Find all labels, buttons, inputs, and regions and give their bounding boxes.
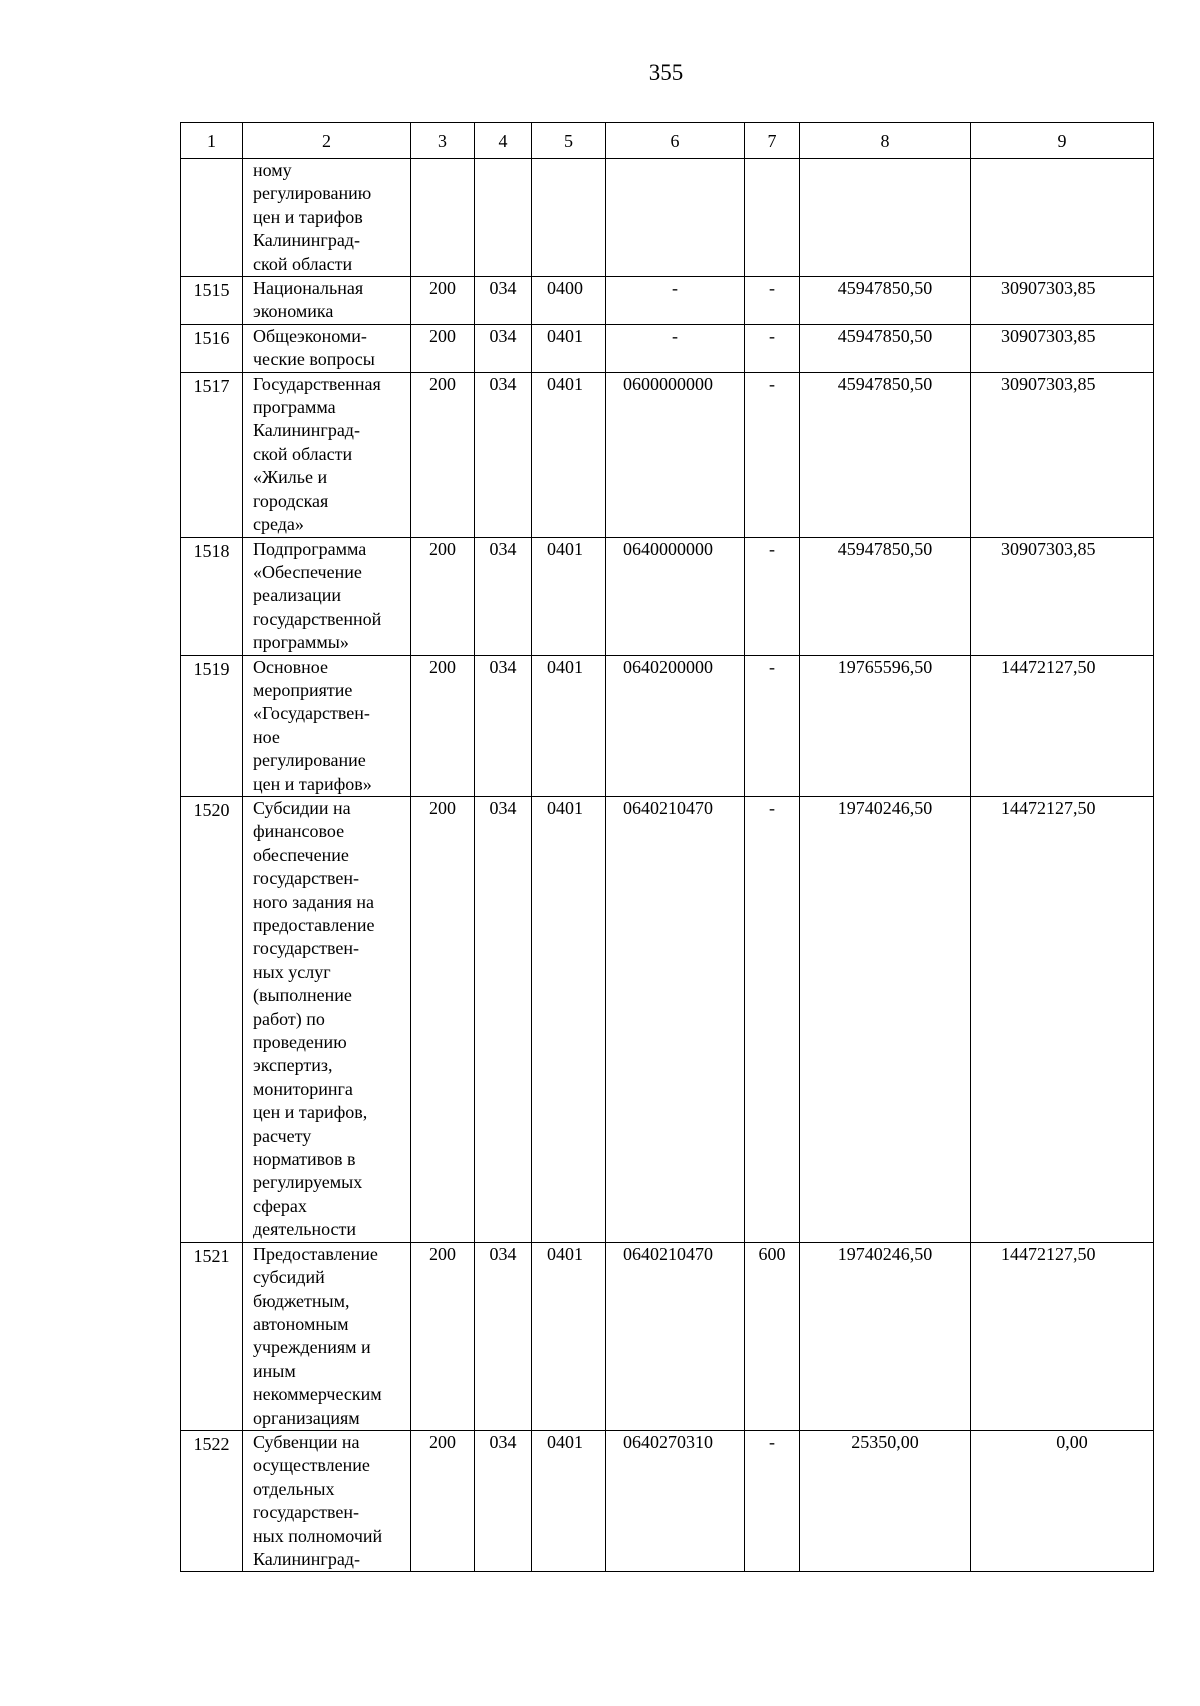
row-name-line: ской области <box>253 443 353 464</box>
table-body <box>181 159 1154 1572</box>
table-row <box>181 537 1154 655</box>
row-name-line: отдельных <box>253 1478 335 1499</box>
row-name-line: городская <box>253 490 329 511</box>
row-name-line: экспертиз, <box>253 1055 333 1076</box>
col3-cell: 200 <box>411 324 475 372</box>
col8-cell: 25350,00 <box>800 1430 971 1571</box>
col9-cell: 30907303,85 <box>971 537 1154 655</box>
row-number-cell: 1522 <box>181 1430 243 1571</box>
header-cell-8: 8 <box>800 123 971 159</box>
row-name-line: ному <box>253 160 292 180</box>
col6-cell: - <box>606 277 745 325</box>
row-name-cell <box>243 324 411 372</box>
header-row <box>181 123 1154 159</box>
col7-cell: - <box>745 655 800 796</box>
table-row <box>181 159 1154 277</box>
table-row <box>181 277 1154 325</box>
col5-cell: 0401 <box>532 372 606 537</box>
col5-cell: 0401 <box>532 537 606 655</box>
row-number-cell <box>181 159 243 277</box>
row-name-line: программа <box>253 397 336 418</box>
row-name-cell <box>243 372 411 537</box>
row-name-line: ных услуг <box>253 961 331 982</box>
col5-cell: 0401 <box>532 324 606 372</box>
col6-cell: 0640210470 <box>606 1242 745 1430</box>
row-name-line: среда» <box>253 514 304 535</box>
col5-cell: 0400 <box>532 277 606 325</box>
row-name-line: сферах <box>253 1195 307 1216</box>
header-cell-5: 5 <box>532 123 606 159</box>
col3-cell <box>411 159 475 277</box>
row-name-line: Предоставление <box>253 1243 378 1264</box>
row-name-cell <box>243 796 411 1242</box>
col5-cell: 0401 <box>532 1430 606 1571</box>
row-name-line: государствен- <box>253 938 360 959</box>
header-cell-1: 1 <box>181 123 243 159</box>
row-name-line: некоммерческим <box>253 1384 382 1405</box>
col8-cell: 19740246,50 <box>800 796 971 1242</box>
row-name-line: государствен- <box>253 868 360 889</box>
row-name-cell <box>243 277 411 325</box>
row-name-line: иным <box>253 1360 296 1381</box>
row-name-line: программы» <box>253 632 349 653</box>
col6-cell: - <box>606 324 745 372</box>
col7-cell: - <box>745 372 800 537</box>
header-cell-6: 6 <box>606 123 745 159</box>
col7-cell: - <box>745 796 800 1242</box>
col6-cell: 0640000000 <box>606 537 745 655</box>
row-name-line: Калининград- <box>253 1548 360 1569</box>
row-name-cell <box>243 159 411 277</box>
row-name-line: деятельности <box>253 1219 357 1240</box>
col8-cell: 45947850,50 <box>800 324 971 372</box>
col9-cell: 14472127,50 <box>971 655 1154 796</box>
col5-cell: 0401 <box>532 796 606 1242</box>
col3-cell: 200 <box>411 537 475 655</box>
col4-cell: 034 <box>475 324 532 372</box>
col7-cell: - <box>745 277 800 325</box>
table-row <box>181 372 1154 537</box>
row-name-line: Подпрограмма <box>253 538 367 559</box>
row-name-line: Калининград- <box>253 230 360 251</box>
row-name-line: цен и тарифов» <box>253 773 372 794</box>
row-name-line: (выполнение <box>253 985 352 1006</box>
page-number: 355 <box>648 60 684 85</box>
col7-cell: - <box>745 324 800 372</box>
row-name-line: учреждениям и <box>253 1337 371 1358</box>
col3-cell: 200 <box>411 796 475 1242</box>
col4-cell <box>475 159 532 277</box>
table-row <box>181 324 1154 372</box>
col3-cell: 200 <box>411 1430 475 1571</box>
row-name-line: Калининград- <box>253 420 360 441</box>
row-name-line: регулированию <box>253 183 372 204</box>
row-name-line: Государственная <box>253 373 381 394</box>
col4-cell: 034 <box>475 796 532 1242</box>
row-name-line: субсидий <box>253 1267 325 1288</box>
col4-cell: 034 <box>475 655 532 796</box>
col4-cell: 034 <box>475 372 532 537</box>
row-name-line: регулируемых <box>253 1172 363 1193</box>
row-name-line: организациям <box>253 1407 360 1428</box>
row-name-line: «Обеспечение <box>253 561 362 582</box>
col4-cell: 034 <box>475 537 532 655</box>
row-name-cell <box>243 655 411 796</box>
row-name-line: ных полномочий <box>253 1525 383 1546</box>
row-number-cell: 1517 <box>181 372 243 537</box>
col3-cell: 200 <box>411 277 475 325</box>
row-name-line: автономным <box>253 1313 349 1334</box>
col3-cell: 200 <box>411 655 475 796</box>
row-number-cell: 1516 <box>181 324 243 372</box>
row-name-line: цен и тарифов, <box>253 1102 368 1123</box>
table-row <box>181 1242 1154 1430</box>
row-name-line: Субсидии на <box>253 797 351 818</box>
budget-table <box>180 122 1154 1572</box>
col9-cell: 30907303,85 <box>971 277 1154 325</box>
header-cell-4: 4 <box>475 123 532 159</box>
row-name-line: финансовое <box>253 821 345 842</box>
row-number-cell: 1518 <box>181 537 243 655</box>
col7-cell <box>745 159 800 277</box>
col9-cell: 30907303,85 <box>971 324 1154 372</box>
row-name-line: регулирование <box>253 750 366 771</box>
table-row <box>181 655 1154 796</box>
header-cell-9: 9 <box>971 123 1154 159</box>
col8-cell: 45947850,50 <box>800 372 971 537</box>
table-row <box>181 796 1154 1242</box>
col9-cell: 14472127,50 <box>971 1242 1154 1430</box>
col4-cell: 034 <box>475 277 532 325</box>
header-cell-7: 7 <box>745 123 800 159</box>
col5-cell: 0401 <box>532 1242 606 1430</box>
col3-cell: 200 <box>411 1242 475 1430</box>
row-number-cell: 1515 <box>181 277 243 325</box>
row-name-line: государственной <box>253 608 382 629</box>
row-name-line: нормативов в <box>253 1149 356 1170</box>
col6-cell: 0640270310 <box>606 1430 745 1571</box>
row-name-line: предоставление <box>253 915 375 935</box>
row-name-line: ного задания на <box>253 891 374 912</box>
col9-cell <box>971 159 1154 277</box>
row-name-line: работ) по <box>253 1008 325 1029</box>
row-name-line: «Государствен- <box>253 703 370 724</box>
col7-cell: 600 <box>745 1242 800 1430</box>
header-cell-3: 3 <box>411 123 475 159</box>
row-name-line: реализации <box>253 585 341 606</box>
col6-cell: 0640200000 <box>606 655 745 796</box>
row-name-line: мероприятие <box>253 679 353 700</box>
row-name-line: обеспечение <box>253 844 349 865</box>
row-name-line: экономика <box>253 301 334 322</box>
col8-cell: 45947850,50 <box>800 537 971 655</box>
row-number-cell: 1519 <box>181 655 243 796</box>
col4-cell: 034 <box>475 1430 532 1571</box>
col8-cell: 19765596,50 <box>800 655 971 796</box>
col5-cell: 0401 <box>532 655 606 796</box>
row-name-line: Основное <box>253 656 328 677</box>
col3-cell: 200 <box>411 372 475 537</box>
row-name-cell <box>243 1242 411 1430</box>
col8-cell: 45947850,50 <box>800 277 971 325</box>
row-name-line: мониторинга <box>253 1078 353 1099</box>
row-name-line: проведению <box>253 1032 347 1053</box>
col9-cell: 30907303,85 <box>971 372 1154 537</box>
row-name-line: Общеэкономи- <box>253 325 367 346</box>
row-name-line: Субвенции на <box>253 1431 360 1452</box>
col6-cell: 0600000000 <box>606 372 745 537</box>
col6-cell: 0640210470 <box>606 796 745 1242</box>
row-name-line: Национальная <box>253 278 364 299</box>
row-name-cell <box>243 1430 411 1571</box>
row-name-line: ческие вопросы <box>253 349 375 370</box>
row-name-line: осуществление <box>253 1455 370 1476</box>
col9-cell: 14472127,50 <box>971 796 1154 1242</box>
col9-cell: 0,00 <box>971 1430 1154 1571</box>
row-name-line: расчету <box>253 1125 312 1146</box>
col6-cell <box>606 159 745 277</box>
row-name-line: бюджетным, <box>253 1290 350 1311</box>
row-name-line: государствен- <box>253 1502 360 1523</box>
col7-cell: - <box>745 1430 800 1571</box>
col5-cell <box>532 159 606 277</box>
header-cell-2: 2 <box>243 123 411 159</box>
col4-cell: 034 <box>475 1242 532 1430</box>
row-name-line: ное <box>253 726 280 747</box>
table-row <box>181 1430 1154 1571</box>
row-name-line: цен и тарифов <box>253 206 363 227</box>
row-name-line: ской области <box>253 253 353 274</box>
col8-cell <box>800 159 971 277</box>
col8-cell: 19740246,50 <box>800 1242 971 1430</box>
row-name-line: «Жилье и <box>253 467 328 488</box>
row-number-cell: 1520 <box>181 796 243 1242</box>
row-number-cell: 1521 <box>181 1242 243 1430</box>
row-name-cell <box>243 537 411 655</box>
col7-cell: - <box>745 537 800 655</box>
